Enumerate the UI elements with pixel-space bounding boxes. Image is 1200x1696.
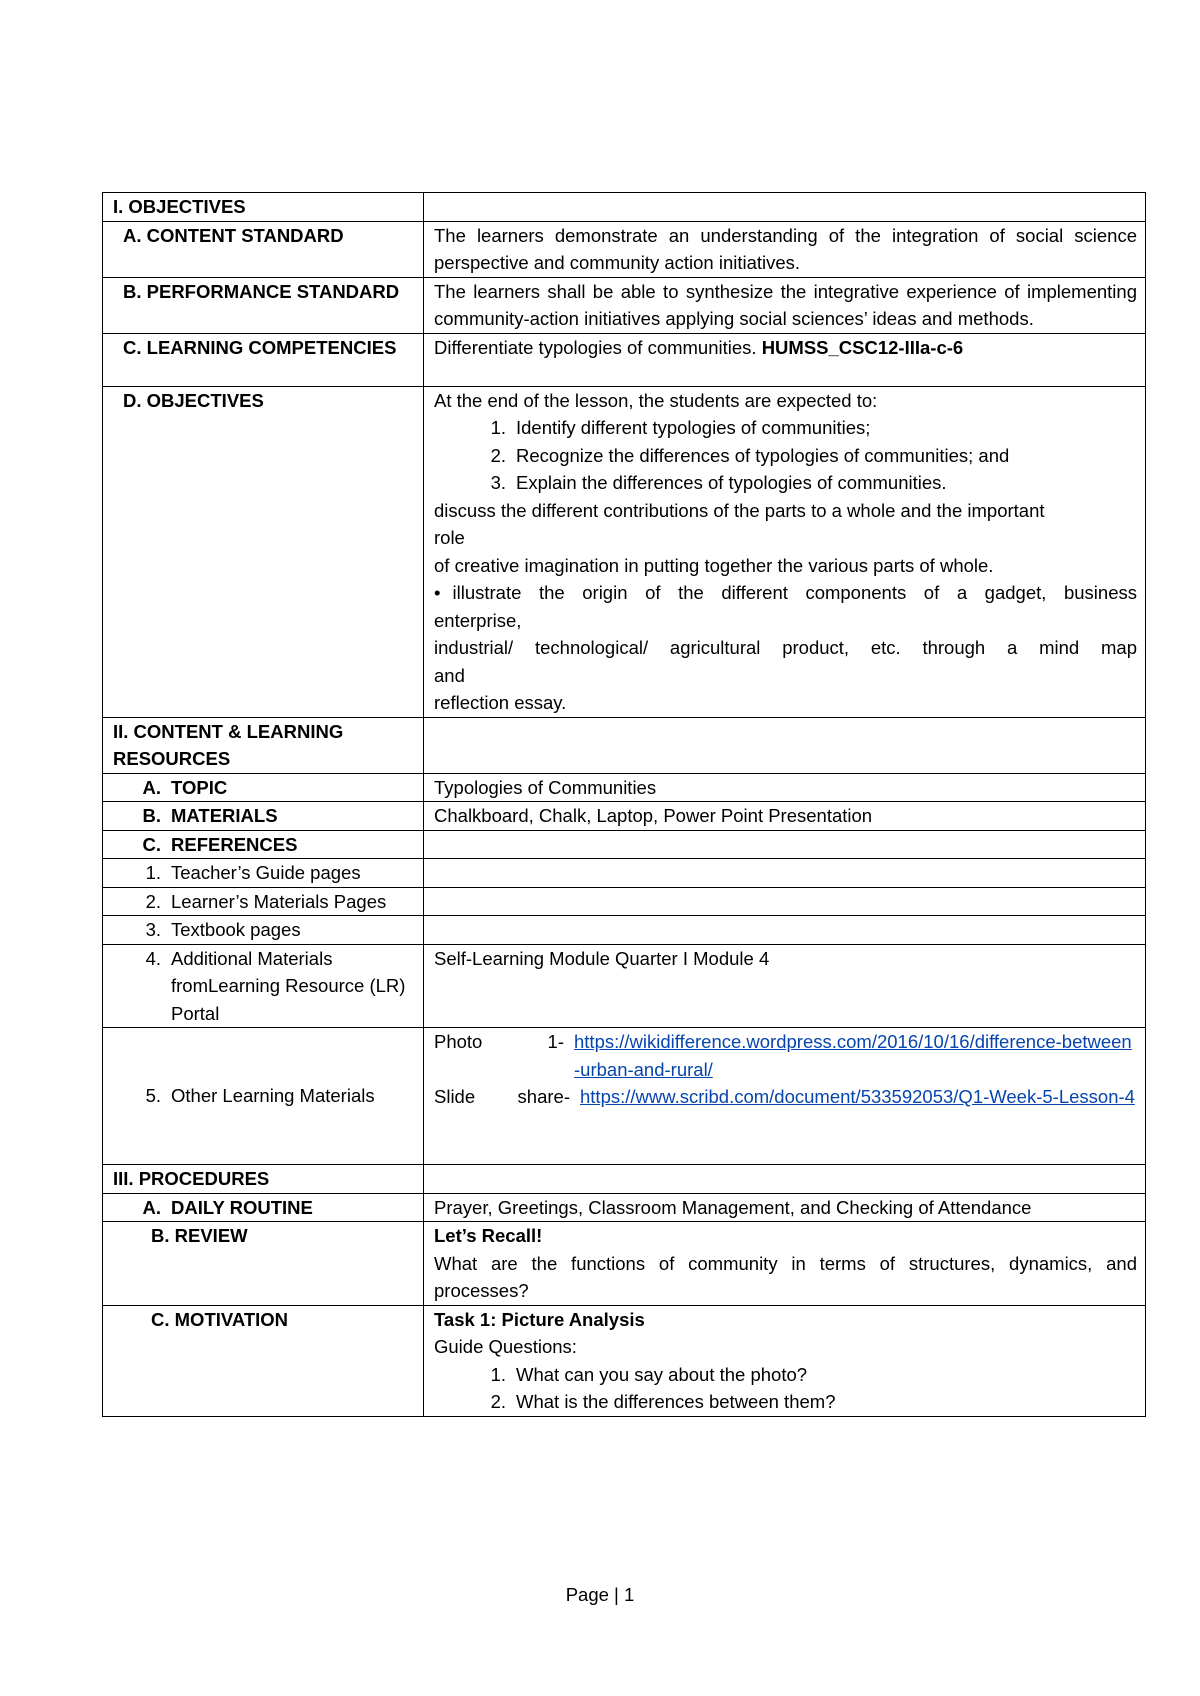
competencies-code: HUMSS_CSC12-IIIa-c-6 <box>761 336 964 358</box>
review-cell <box>424 1222 1146 1306</box>
photo-link[interactable]: https://wikidifference.wordpress.com/2016/10/16/difference-between-urban-and-rural/ <box>574 1031 1132 1080</box>
motivation-list <box>434 1361 1137 1416</box>
list-item: 1. Identify different typologies of communities; <box>490 417 871 438</box>
table-row <box>103 944 1146 1028</box>
list-item: 3. Explain the differences of typologies of communities. <box>490 472 947 493</box>
ref5-links-cell <box>424 1028 1146 1165</box>
table-row <box>103 1193 1146 1222</box>
topic-label-cell: A. TOPIC <box>103 773 424 802</box>
routine-text: Prayer, Greetings, Classroom Management, and Checking of Attendance <box>424 1193 1146 1222</box>
d-extra-line: • illustrate the origin of the different components of a gadget, business <box>434 582 1137 603</box>
motivation-label: C. MOTIVATION <box>103 1305 424 1416</box>
table-row <box>103 386 1146 717</box>
table-row <box>103 1305 1146 1416</box>
d-extra-line: and <box>434 664 465 686</box>
routine-label: DAILY ROUTINE <box>171 1196 313 1218</box>
motivation-guide: Guide Questions: <box>434 1336 577 1357</box>
motivation-cell <box>424 1305 1146 1416</box>
ref4-cell: 4. Additional Materials fromLearning Resource (LR) Portal <box>103 944 424 1028</box>
lesson-plan-table <box>102 192 1146 1417</box>
table-row <box>103 830 1146 859</box>
d-objectives-intro: At the end of the lesson, the students are expected to: <box>434 389 878 411</box>
photo-label: Photo 1- <box>434 1031 564 1052</box>
table-row <box>103 1028 1146 1165</box>
routine-label-cell: A. DAILY ROUTINE <box>103 1193 424 1222</box>
table-row <box>103 193 1146 222</box>
table-row <box>103 887 1146 916</box>
materials-label-cell: B. MATERIALS <box>103 802 424 831</box>
list-item: 1. What can you say about the photo? <box>490 1363 808 1385</box>
review-text: What are the functions of community in terms of structures, dynamics, and processes? <box>434 1252 1137 1301</box>
performance-standard-label: B. PERFORMANCE STANDARD <box>103 277 424 333</box>
table-row <box>103 717 1146 773</box>
d-objectives-cell <box>424 386 1146 717</box>
d-extra-line: role <box>434 527 465 548</box>
table-row <box>103 1165 1146 1194</box>
references-label: REFERENCES <box>171 833 298 855</box>
table-row <box>103 333 1146 386</box>
table-row <box>103 221 1146 277</box>
table-row <box>103 802 1146 831</box>
d-objectives-label: D. OBJECTIVES <box>103 386 424 717</box>
slide-label: Slide share- <box>434 1086 570 1107</box>
topic-text: Typologies of Communities <box>424 773 1146 802</box>
ref4-value: Self-Learning Module Quarter I Module 4 <box>424 944 1146 1028</box>
table-row <box>103 1222 1146 1306</box>
motivation-title: Task 1: Picture Analysis <box>434 1308 645 1330</box>
table-row <box>103 859 1146 888</box>
page-footer: Page | 1 <box>565 1584 635 1605</box>
materials-label: MATERIALS <box>171 805 278 826</box>
list-item: 2. What is the differences between them? <box>490 1391 836 1412</box>
table-row <box>103 773 1146 802</box>
ref1-cell: 1. Teacher’s Guide pages <box>103 859 424 888</box>
procedures-heading: III. PROCEDURES <box>103 1165 424 1194</box>
bullet-icon: • <box>434 582 441 603</box>
list-item: 2. Recognize the differences of typologies of communities; and <box>490 444 1010 466</box>
performance-standard-text: The learners shall be able to synthesize the integrative experience of implementing community-action initiatives applying social sciences’ ideas and methods. <box>424 277 1146 333</box>
materials-text: Chalkboard, Chalk, Laptop, Power Point Presentation <box>424 802 1146 831</box>
slide-link[interactable]: https://www.scribd.com/document/533592053/Q1-Week-5-Lesson-4 <box>580 1086 1135 1107</box>
competencies-label: C. LEARNING COMPETENCIES <box>103 333 424 386</box>
review-title: Let’s Recall! <box>434 1225 543 1246</box>
d-objectives-list <box>434 414 1137 497</box>
references-label-cell: C. REFERENCES <box>103 830 424 859</box>
ref2-cell: 2. Learner’s Materials Pages <box>103 887 424 916</box>
objectives-heading: I. OBJECTIVES <box>103 193 424 222</box>
topic-label: TOPIC <box>171 776 228 798</box>
content-resources-heading: II. CONTENT & LEARNING RESOURCES <box>103 717 424 773</box>
ref5-cell: 5. Other Learning Materials <box>103 1028 424 1165</box>
competencies-text: Differentiate typologies of communities. <box>434 336 757 358</box>
d-extra-line: industrial/ technological/ agricultural product, etc. through a mind map <box>434 637 1137 658</box>
ref3-cell: 3. Textbook pages <box>103 916 424 945</box>
competencies-cell <box>424 333 1146 386</box>
d-extra-line: discuss the different contributions of the parts to a whole and the important <box>434 499 1045 521</box>
d-extra-line: of creative imagination in putting together the various parts of whole. <box>434 554 994 576</box>
content-standard-label: A. CONTENT STANDARD <box>103 221 424 277</box>
table-row <box>103 916 1146 945</box>
d-extra-line: reflection essay. <box>434 692 567 713</box>
content-standard-text: The learners demonstrate an understanding of the integration of social science perspective and community action initiatives. <box>424 221 1146 277</box>
table-row <box>103 277 1146 333</box>
review-label: B. REVIEW <box>103 1222 424 1306</box>
d-extra-line: enterprise, <box>434 609 522 631</box>
